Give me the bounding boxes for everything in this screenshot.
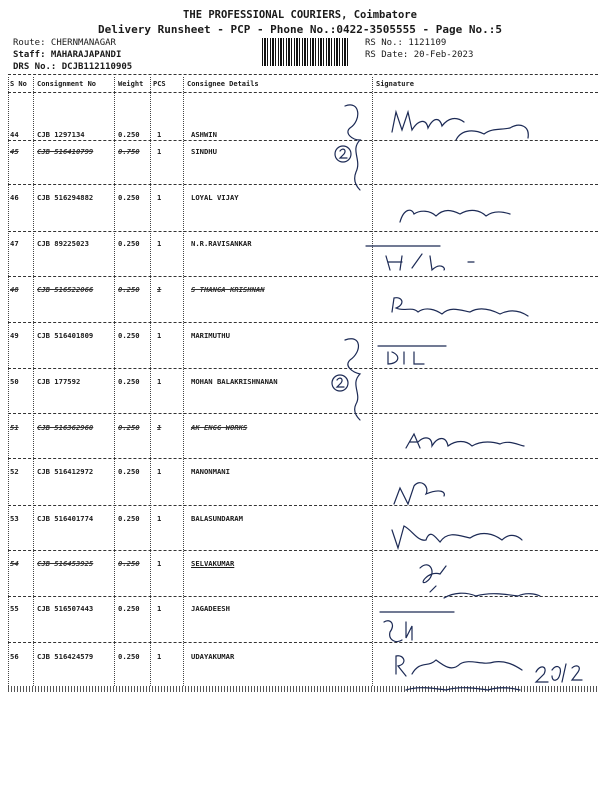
- row-sno: 52: [10, 467, 19, 476]
- header-rule-top: [8, 74, 598, 75]
- row-pcs: 1: [157, 285, 162, 294]
- row-consignee: MANONMANI: [191, 467, 230, 476]
- table-row: [0, 285, 600, 299]
- row-pcs: 1: [157, 652, 162, 661]
- row-separator: [8, 413, 598, 414]
- row-pcs: 1: [157, 467, 162, 476]
- route-label: Route: CHERNMANAGAR: [13, 38, 116, 48]
- signature-48: [392, 298, 528, 316]
- rs-number: RS No.: 1121109: [365, 38, 447, 48]
- row-sno: 44: [10, 130, 19, 139]
- row-pcs: 1: [157, 377, 162, 386]
- row-consignee: JAGADEESH: [191, 604, 230, 613]
- row-pcs: 1: [157, 423, 162, 432]
- row-weight: 0.250: [118, 377, 140, 386]
- table-row: [0, 130, 600, 144]
- row-pcs: 1: [157, 604, 162, 613]
- row-separator: [8, 368, 598, 369]
- row-weight: 0.250: [118, 514, 140, 523]
- row-separator: [8, 596, 598, 597]
- row-consignee: BALASUNDARAM: [191, 514, 243, 523]
- col-consignee: Consignee Details: [187, 80, 259, 88]
- signature-52: [394, 483, 444, 504]
- row-sno: 50: [10, 377, 19, 386]
- row-consignment: CJB 516362960: [37, 423, 94, 432]
- header-rule-bottom: [8, 92, 598, 93]
- signature-46: [400, 210, 510, 222]
- row-consignee: AK ENGG WORKS: [191, 423, 248, 432]
- table-row: [0, 467, 600, 481]
- row-consignment: CJB 516522066: [37, 285, 94, 294]
- row-pcs: 1: [157, 130, 162, 139]
- row-weight: 0.250: [118, 559, 140, 568]
- row-weight: 0.250: [118, 331, 140, 340]
- row-sno: 46: [10, 193, 19, 202]
- staff-label: Staff: MAHARAJAPANDI: [13, 50, 122, 60]
- row-pcs: 1: [157, 559, 162, 568]
- row-weight: 0.250: [118, 423, 140, 432]
- signature-49: [378, 346, 446, 364]
- signature-53: [392, 526, 522, 548]
- row-consignee: UDAYAKUMAR: [191, 652, 235, 661]
- row-sno: 54: [10, 559, 19, 568]
- row-consignee: MOHAN BALAKRISHNANAN: [191, 377, 278, 386]
- row-sno: 47: [10, 239, 19, 248]
- col-pcs: PCS: [153, 80, 166, 88]
- row-pcs: 1: [157, 147, 162, 156]
- row-consignee: LOYAL VIJAY: [191, 193, 239, 202]
- row-consignee: ASHWIN: [191, 130, 217, 139]
- row-pcs: 1: [157, 239, 162, 248]
- company-title: THE PROFESSIONAL COURIERS, Coimbatore: [183, 9, 417, 21]
- row-consignment: CJB 516294882: [37, 193, 94, 202]
- table-row: [0, 559, 600, 573]
- row-weight: 0.250: [118, 239, 140, 248]
- row-pcs: 1: [157, 514, 162, 523]
- row-sno: 53: [10, 514, 19, 523]
- col-weight: Weight: [118, 80, 144, 88]
- row-pcs: 1: [157, 193, 162, 202]
- row-consignment: CJB 516453925: [37, 559, 94, 568]
- row-sno: 56: [10, 652, 19, 661]
- row-separator: [8, 140, 598, 141]
- date-annotation: [536, 664, 582, 682]
- row-separator: [8, 505, 598, 506]
- row-consignee: SINDHU: [191, 147, 217, 156]
- row-pcs: 1: [157, 331, 162, 340]
- row-weight: 0.250: [118, 285, 140, 294]
- row-separator: [8, 184, 598, 185]
- row-separator: [8, 458, 598, 459]
- row-consignment: CJB 89225023: [37, 239, 89, 248]
- row-consignment: CJB 516401809: [37, 331, 94, 340]
- row-consignee: N.R.RAVISANKAR: [191, 239, 252, 248]
- row-separator: [8, 642, 598, 643]
- row-consignment: CJB 177592: [37, 377, 81, 386]
- table-row: [0, 331, 600, 345]
- row-consignee: S THANGA KRISHNAN: [191, 285, 265, 294]
- table-row: [0, 377, 600, 391]
- drs-number: DRS No.: DCJB112110905: [13, 62, 133, 72]
- row-consignment: CJB 1297134: [37, 130, 85, 139]
- table-row: [0, 604, 600, 618]
- row-sno: 51: [10, 423, 19, 432]
- row-separator: [8, 231, 598, 232]
- row-consignee: MARIMUTHU: [191, 331, 230, 340]
- row-consignment: CJB 516401774: [37, 514, 94, 523]
- table-row: [0, 239, 600, 253]
- table-row: [0, 147, 600, 161]
- barcode: [262, 38, 348, 66]
- row-weight: 0.250: [118, 604, 140, 613]
- col-sno: S No: [10, 80, 27, 88]
- table-row: [0, 193, 600, 207]
- row-sno: 55: [10, 604, 19, 613]
- col-consignment: Consignment No: [37, 80, 97, 88]
- row-consignment: CJB 516424579: [37, 652, 94, 661]
- bottom-border: [8, 686, 598, 692]
- row-sno: 49: [10, 331, 19, 340]
- row-weight: 0.250: [118, 467, 140, 476]
- row-weight: 0.250: [118, 130, 140, 139]
- row-separator: [8, 322, 598, 323]
- row-consignment: CJB 516412972: [37, 467, 94, 476]
- col-signature: Signature: [376, 80, 414, 88]
- table-row: [0, 423, 600, 437]
- table-row: [0, 514, 600, 528]
- table-row: [0, 652, 600, 666]
- row-sno: 48: [10, 285, 19, 294]
- row-weight: 0.750: [118, 147, 140, 156]
- row-separator: [8, 276, 598, 277]
- rs-date: RS Date: 20-Feb-2023: [365, 50, 474, 60]
- row-consignment: CJB 516507443: [37, 604, 94, 613]
- row-weight: 0.250: [118, 652, 140, 661]
- row-consignment: CJB 516410799: [37, 147, 94, 156]
- row-consignee: SELVAKUMAR: [191, 559, 235, 568]
- runsheet-subtitle: Delivery Runsheet - PCP - Phone No.:0422-3505555 - Page No.:5: [98, 23, 502, 36]
- row-weight: 0.250: [118, 193, 140, 202]
- row-sno: 45: [10, 147, 19, 156]
- row-separator: [8, 550, 598, 551]
